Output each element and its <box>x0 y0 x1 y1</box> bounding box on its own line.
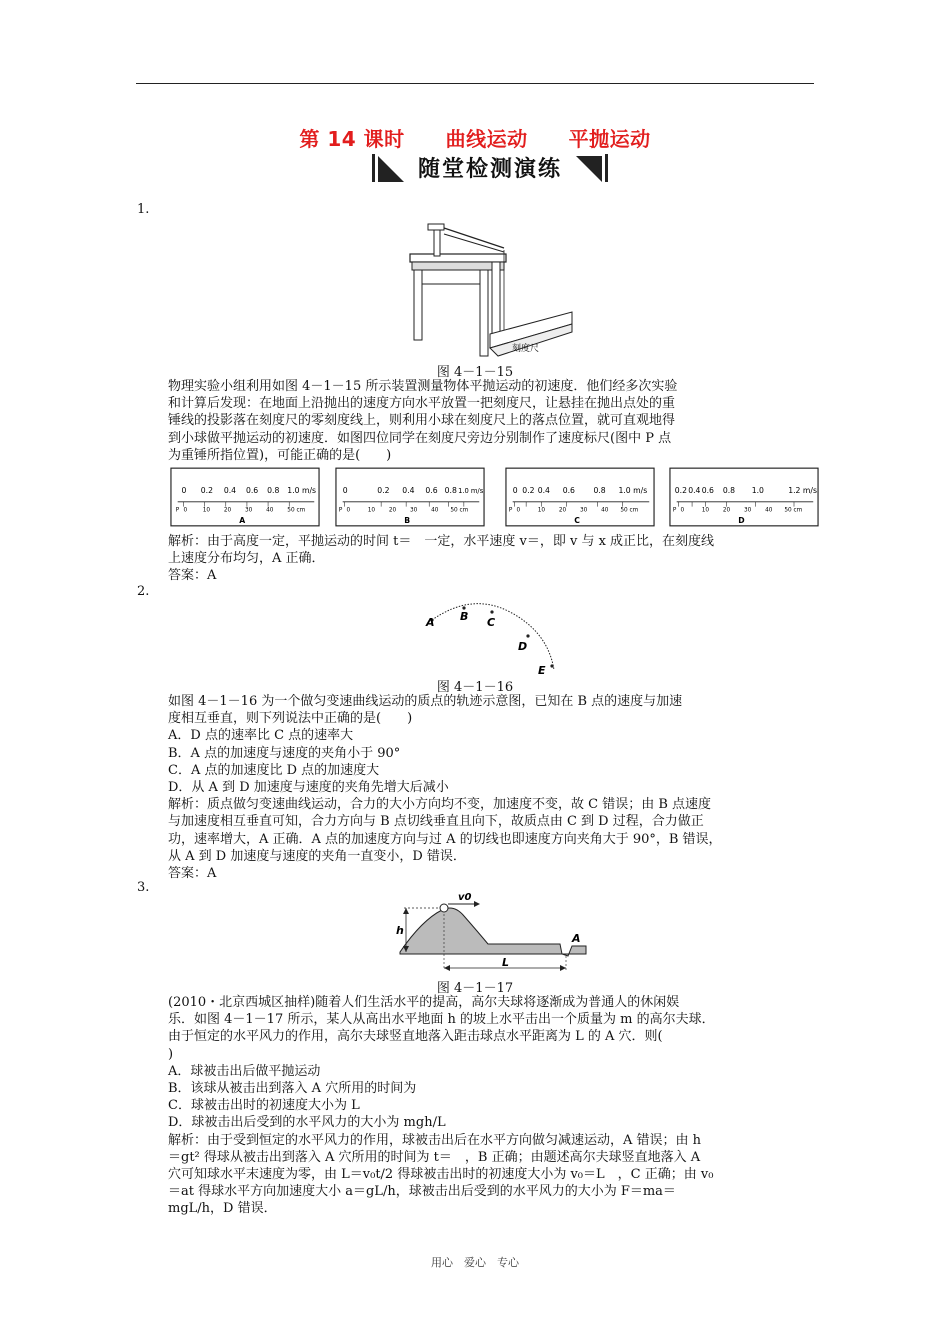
text-line: B．该球从被击出到落入 A 穴所用的时间为 <box>168 1081 417 1097</box>
cm-tick-label: 0 <box>346 507 351 514</box>
text-line: 解析：由于高度一定，平抛运动的时间 t＝ 一定，水平速度 v＝，即 v 与 x 成正比，在刻度线 <box>168 534 715 549</box>
question-2-stem <box>168 693 818 882</box>
speed-tick-label: 0.2 <box>200 486 214 496</box>
text-line: 功，速率增大，A 正确．A 点的加速度方向与过 A 的切线也即速度方向夹角大于 90°，B 错误， <box>168 831 722 847</box>
cm-tick-label: 10 <box>367 507 376 514</box>
cm-tick-label: 40 <box>765 507 773 514</box>
option-letter: B <box>404 515 411 525</box>
speed-tick-label: 0.2 <box>522 486 535 496</box>
text-line: A．球被击出后做平抛运动 <box>168 1063 321 1079</box>
cm-tick-label: P <box>508 507 513 514</box>
v0-label: v0 <box>458 892 472 903</box>
text-line: 和计算后发现：在地面上沿抛出的速度方向水平放置一把刻度尺，让悬挂在抛出点处的重 <box>168 396 676 412</box>
question-1-number: 1. <box>137 202 150 217</box>
page-title: 第 14 课时 曲线运动 平抛运动 <box>299 127 651 151</box>
speed-tick-label: 0.8 <box>593 486 606 496</box>
text-line: A．D 点的速率比 C 点的速率大 <box>168 728 354 744</box>
speed-tick-label: 0 <box>342 486 348 496</box>
text-line: ＝at 得球水平方向加速度大小 a＝gL/h，球被击出后受到的水平风力的大小为 F＝ma＝ <box>168 1184 676 1200</box>
cm-tick-label: 40 <box>431 507 439 514</box>
cm-tick-label: 50 cm <box>287 507 306 514</box>
answer: 答案：A <box>168 866 217 882</box>
text-line: D．球被击出后受到的水平风力的大小为 mgh/L <box>168 1115 446 1131</box>
text-line: 穴可知球水平末速度为零，由 L＝v₀t/2 得球被击出时的初速度大小为 v₀＝L ，C 正确；由 v₀ <box>168 1167 714 1183</box>
text-line: B．A 点的加速度与速度的夹角小于 90° <box>168 745 401 761</box>
text-line: 解析：质点做匀变速曲线运动，合力的大小方向均不变，加速度不变，故 C 错误；由 B 点速度 <box>168 797 712 813</box>
question-3-number: 3. <box>137 880 150 895</box>
header-rule <box>136 83 814 84</box>
text-line: 为重锤所指位置)，可能正确的是( ) <box>168 447 392 463</box>
question-1-stem <box>168 378 818 464</box>
cm-tick-label: 0 <box>680 507 685 514</box>
point-label-b: B <box>460 610 469 623</box>
text-line: 乐．如图 4－1－17 所示，某人从高出水平地面 h 的坡上水平击出一个质量为 m 的高尔夫球． <box>168 1012 715 1028</box>
speed-ruler-options <box>168 466 824 530</box>
cm-tick-label: 0 <box>183 507 188 514</box>
speed-tick-label: 0.4 <box>223 486 237 496</box>
text-line: (2010・北京西城区抽样)随着人们生活水平的提高，高尔夫球将逐渐成为普通人的休闲娱 <box>168 995 680 1010</box>
cm-tick-label: 0 <box>516 507 521 514</box>
cm-tick-label: 50 cm <box>620 507 639 514</box>
text-line: 度相互垂直，则下列说法中正确的是( ) <box>168 711 413 727</box>
cm-tick-label: 50 cm <box>450 507 469 514</box>
option-letter: C <box>574 515 580 525</box>
cm-tick-label: 20 <box>388 507 397 514</box>
text-line: C．球被击出时的初速度大小为 L <box>168 1098 360 1114</box>
speed-tick-label: 1.0 m/s <box>618 486 648 496</box>
cm-tick-label: P <box>175 507 180 514</box>
speed-tick-label: 0 <box>181 486 187 496</box>
text-line: ) <box>168 1046 174 1062</box>
text-line: C．A 点的加速度比 D 点的加速度大 <box>168 762 380 778</box>
cm-tick-label: 20 <box>558 507 567 514</box>
answer: 答案：A <box>168 568 217 584</box>
cm-tick-label: P <box>338 507 343 514</box>
cm-tick-label: 30 <box>580 507 588 514</box>
cm-tick-label: 30 <box>410 507 418 514</box>
text-line: 锤线的投影落在刻度尺的零刻度线上，则利用小球在刻度尺上的落点位置，就可直观地得 <box>168 413 676 429</box>
figure-4-1-16 <box>420 598 560 678</box>
ruler-option-c <box>505 466 655 528</box>
text-line: 与加速度相互垂直可知，合力方向与 B 点切线垂直且向下，故质点由 C 到 D 过程，合力做正 <box>168 814 704 830</box>
text-line: 如图 4－1－16 为一个做匀变速曲线运动的质点的轨迹示意图，已知在 B 点的速度与加速 <box>168 694 683 709</box>
option-letter: A <box>239 515 246 525</box>
speed-tick-label: 0.6 <box>425 486 438 496</box>
speed-tick-label: 0.8 <box>722 486 736 496</box>
ruler-option-b <box>335 466 485 528</box>
point-label-e: E <box>538 664 546 677</box>
point-label-c: C <box>487 616 496 629</box>
hole-label: A <box>572 932 581 945</box>
option-letter: D <box>738 515 745 525</box>
cm-tick-label: 40 <box>266 507 274 514</box>
cm-tick-label: 30 <box>245 507 253 514</box>
speed-tick-label: 0.8 <box>267 486 280 496</box>
cm-tick-label: 10 <box>537 507 546 514</box>
figure-4-1-17 <box>392 892 592 980</box>
page-footer: 用心 爱心 专心 <box>431 1256 519 1269</box>
L-label: L <box>502 956 510 969</box>
text-line: mgL/h，D 错误． <box>168 1201 277 1217</box>
cm-tick-label: 20 <box>722 507 731 514</box>
speed-tick-label: 0 <box>512 486 518 496</box>
text-line: 解析：由于受到恒定的水平风力的作用，球被击出后在水平方向做匀减速运动，A 错误；由 h <box>168 1132 702 1148</box>
cm-tick-label: 10 <box>701 507 710 514</box>
speed-tick-label: 0.6 <box>562 486 575 496</box>
speed-tick-label: 0.4 <box>402 486 415 496</box>
speed-tick-label: 1.0 m/s <box>287 486 317 496</box>
point-label-d: D <box>518 640 528 653</box>
speed-tick-label: 0.6 <box>245 486 259 496</box>
ruler-option-a <box>170 466 320 528</box>
cm-tick-label: 30 <box>744 507 752 514</box>
text-line: D．从 A 到 D 加速度与速度的夹角先增大后减小 <box>168 780 449 796</box>
cm-tick-label: P <box>672 507 677 514</box>
cm-tick-label: 10 <box>202 507 211 514</box>
text-line: 到小球做平抛运动的初速度．如图四位同学在刻度尺旁边分别制作了速度标尺(图中 P 点 <box>168 430 672 446</box>
speed-tick-label: 0.2 <box>377 486 390 496</box>
figure-caption-1: 图 4－1－15 <box>436 365 514 380</box>
speed-tick-label: 0.4 <box>537 486 550 496</box>
figure-caption-2: 图 4－1－16 <box>436 680 514 695</box>
question-2-number: 2. <box>137 584 150 599</box>
point-label-a: A <box>426 616 435 629</box>
speed-tick-label: 0.4 <box>688 486 701 496</box>
question-3-stem <box>168 994 818 1218</box>
ruler-label: 刻度尺 <box>512 344 540 354</box>
text-line: 上速度分布均匀，A 正确． <box>168 551 325 567</box>
text-line: 由于恒定的水平风力的作用，高尔夫球竖直地落入距击球点水平距离为 L 的 A 穴．则( <box>168 1029 663 1045</box>
h-label: h <box>396 924 404 937</box>
ruler-option-d <box>669 466 819 528</box>
cm-tick-label: 20 <box>223 507 232 514</box>
figure-caption-3: 图 4－1－17 <box>436 981 514 996</box>
figure-4-1-15 <box>400 214 580 364</box>
section-title: 随堂检测演练 <box>417 157 562 182</box>
speed-tick-label: 0.2 <box>674 486 688 496</box>
cm-tick-label: 50 cm <box>784 507 803 514</box>
text-line: 物理实验小组利用如图 4－1－15 所示装置测量物体平抛运动的初速度．他们经多次实验 <box>168 379 678 394</box>
speed-tick-label: 1.2 m/s <box>788 486 817 496</box>
speed-tick-label: 1.0 m/s <box>458 487 484 496</box>
cm-tick-label: 40 <box>601 507 609 514</box>
speed-tick-label: 0.6 <box>701 486 714 496</box>
question-1-analysis <box>168 533 818 585</box>
text-line: 从 A 到 D 加速度与速度的夹角一直变小，D 错误． <box>168 848 466 864</box>
speed-tick-label: 1.0 <box>751 486 764 496</box>
section-banner <box>370 152 610 184</box>
text-line: ＝gt² 得球从被击出到落入 A 穴所用的时间为 t＝ ，B 正确；由题述高尔夫球竖直地落入 A <box>168 1149 701 1165</box>
speed-tick-label: 0.8 <box>444 486 457 496</box>
